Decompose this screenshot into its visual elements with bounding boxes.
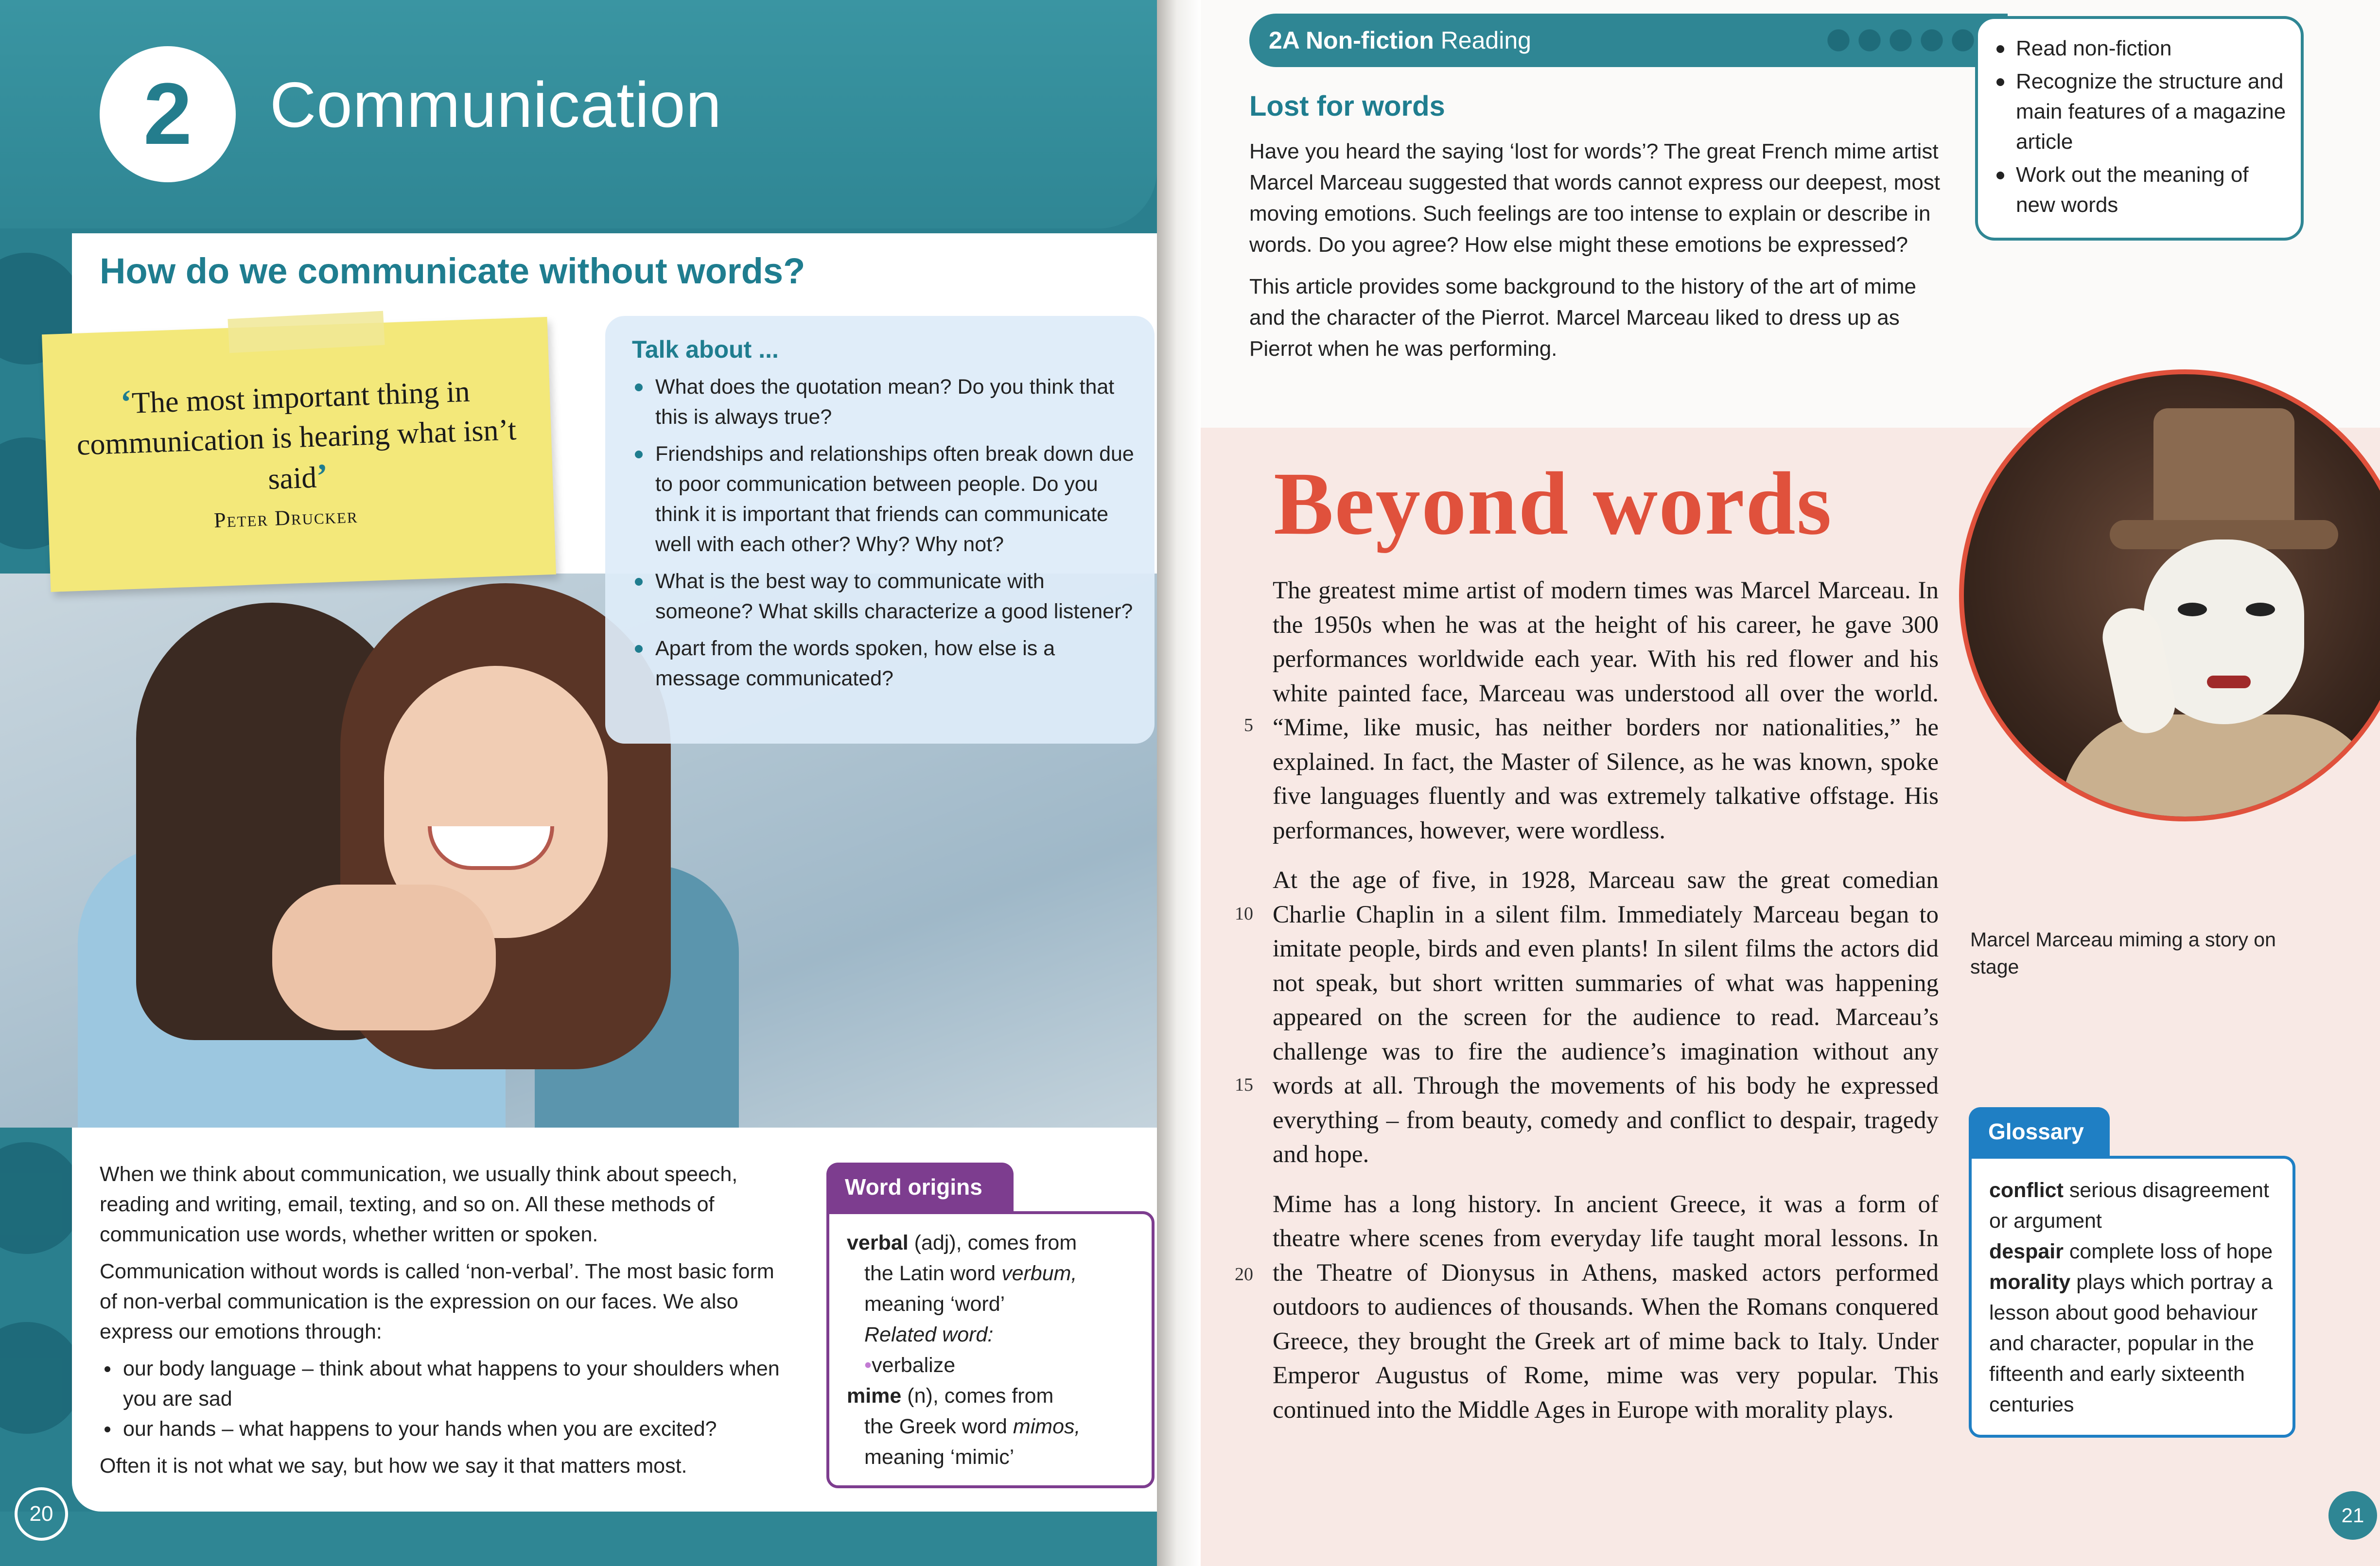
footer-band: [0, 1512, 1157, 1566]
list-item: Recognize the structure and main features of a magazine article: [1993, 67, 2286, 157]
related-word-label: Related word:: [864, 1323, 994, 1346]
chapter-number-badge: 2: [100, 46, 236, 182]
list-item: our hands – what happens to your hands when you are excited?: [100, 1414, 790, 1444]
word-origins-text: meaning ‘word’: [864, 1292, 1005, 1316]
page-number-right: 21: [2328, 1491, 2377, 1540]
intro-text: [100, 1159, 790, 1488]
related-word: verbalize: [872, 1354, 956, 1377]
word-origins-text: the Latin word: [864, 1262, 1002, 1285]
lost-for-words-heading: Lost for words: [1249, 90, 1445, 122]
article-body: [1273, 574, 1939, 1443]
intro-paragraph: Often it is not what we say, but how we say it that matters most.: [100, 1454, 687, 1478]
photo-caption: Marcel Marceau miming a story on stage: [1970, 928, 2276, 978]
word-origins-box: [826, 1211, 1155, 1488]
line-number: 15: [1235, 1075, 1253, 1095]
glossary-definition: plays which portray a lesson about good behaviour and character, popular in the fifteenth and early sixteenth centuries: [1989, 1270, 2273, 1416]
intro-paragraph: This article provides some background to the history of the art of mime and the character of the Pierrot. Marcel Marceau liked to dress up as Pierrot when he was performing.: [1249, 275, 1916, 361]
word-origins-latin: verbum,: [1001, 1262, 1077, 1285]
talk-about-title: Talk about ...: [632, 336, 779, 363]
glossary-term: morality: [1989, 1270, 2071, 1294]
photo-shape-eye: [2246, 603, 2275, 616]
glossary-definition: serious disagreement or argument: [1989, 1179, 2269, 1233]
photo-shape-hand: [272, 885, 496, 1030]
quote-text: [71, 369, 522, 506]
line-number: 5: [1244, 715, 1253, 735]
line-number: 20: [1235, 1264, 1253, 1285]
word-origins-term: verbal: [847, 1231, 909, 1254]
word-origins-greek: mimos,: [1013, 1415, 1081, 1438]
talk-about-list: [632, 372, 1142, 700]
glossary-entry: [1989, 1267, 2275, 1420]
list-item: Apart from the words spoken, how else is a message communicated?: [632, 633, 1142, 694]
photo-shape-eye: [2178, 603, 2207, 616]
page-number-left: 20: [15, 1487, 68, 1541]
list-item: our body language – think about what happens to your shoulders when you are sad: [100, 1354, 790, 1414]
list-item: Friendships and relationships often break down due to poor communication between people. Do you think it is important that friends can communicate well with each other? Why? Why not?: [632, 439, 1142, 559]
section-label: Reading: [1434, 27, 1531, 54]
article-title: Beyond words: [1274, 454, 1833, 554]
glossary-term: conflict: [1989, 1179, 2064, 1202]
book-gutter: [1157, 0, 1201, 1566]
intro-paragraph: Communication without words is called ‘non-verbal’. The most basic form of non-verbal communication is the expression on our faces. We also express our emotions through:: [100, 1260, 774, 1343]
section-header-bar: [1249, 14, 2008, 67]
intro-bullets: [100, 1354, 790, 1444]
word-origins-text: the Greek word: [864, 1415, 1013, 1438]
chapter-title: Communication: [270, 69, 722, 140]
article-paragraph: At the age of five, in 1928, Marceau saw the great comedian Charlie Chaplin in a silent film. Immediately Marceau began to imitate people, birds and even plants! In silent films the actors did not speak, but short written summaries of what was happening appeared on the screen for the audience to read. Marceau’s challenge was to fire the audience’s imagination without any words at all. Through the movements of his body he expressed everything – from beauty, comedy and conflict to despair, tragedy and hope.: [1273, 867, 1939, 1168]
glossary-definition: complete loss of hope: [2063, 1240, 2273, 1263]
photo-shape-mouth: [2207, 676, 2251, 688]
quote-body: The most important thing in communication is hearing what isn’t said: [76, 375, 517, 496]
photo-shape-hat: [2153, 408, 2294, 535]
intro-paragraph: When we think about communication, we usually think about speech, reading and writing, email, texting, and so on. All these methods of communication use words, whether written or spoken.: [100, 1163, 738, 1246]
glossary-term: despair: [1989, 1240, 2064, 1263]
quote-author: Peter Drucker: [213, 503, 359, 533]
list-item: Read non-fiction: [1993, 34, 2286, 64]
section-code: 2A Non-fiction: [1269, 27, 1434, 54]
related-word-bullet: •: [864, 1354, 872, 1377]
main-question-heading: How do we communicate without words?: [100, 251, 805, 291]
glossary-entry: [1989, 1175, 2275, 1236]
word-origins-text: (n), comes from: [901, 1384, 1054, 1408]
intro-paragraph: Have you heard the saying ‘lost for words’? The great French mime artist Marcel Marceau suggested that words cannot express our deepest, most moving emotions. Such feelings are too intense to explain or describe in words. Do you agree? How else might these emotions be expressed?: [1249, 139, 1940, 257]
word-origins-text: meaning ‘mimic’: [864, 1445, 1015, 1469]
lost-for-words-intro: [1249, 136, 1944, 375]
photo-shape-body: [2061, 714, 2380, 821]
glossary-title: Glossary: [1969, 1107, 2110, 1156]
glossary-box: [1969, 1156, 2295, 1438]
list-item: What does the quotation mean? Do you think that this is always true?: [632, 372, 1142, 432]
list-item: What is the best way to communicate with someone? What skills characterize a good listener?: [632, 566, 1142, 626]
word-origins-title: Word origins: [826, 1163, 1014, 1211]
article-paragraph: Mime has a long history. In ancient Greece, it was a form of theatre where scenes from everyday life taught moral lessons. In the Theatre of Dionysus in Athens, masked actors performed outdoors to audiences of thousands. When the Romans conquered Greece, they brought the Greek art of mime back to Italy. Under Emperor Augustus of Rome, mime was very popular. This continued into the Middle Ages in Europe with morality plays.: [1273, 1190, 1939, 1424]
objectives-box: [1975, 16, 2304, 241]
line-number: 10: [1235, 904, 1253, 924]
list-item: Work out the meaning of new words: [1993, 160, 2286, 220]
word-origins-text: (adj), comes from: [908, 1231, 1077, 1254]
word-origins-term: mime: [847, 1384, 902, 1408]
article-paragraph: The greatest mime artist of modern times was Marcel Marceau. In the 1950s when he was at the height of his career, he gave 300 performances worldwide each year. With his red flower and his white painted face, Marceau was understood all over the world. “Mime, like music, has neither borders nor nationalities,” he explained. In fact, the Master of Silence, as he was known, spoke five languages fluently and was extremely talkative offstage. His performances, however, were wordless.: [1273, 577, 1939, 844]
quote-close-mark: ’: [315, 457, 329, 495]
glossary-entry: [1989, 1236, 2275, 1267]
quote-open-mark: ‘: [120, 383, 133, 421]
